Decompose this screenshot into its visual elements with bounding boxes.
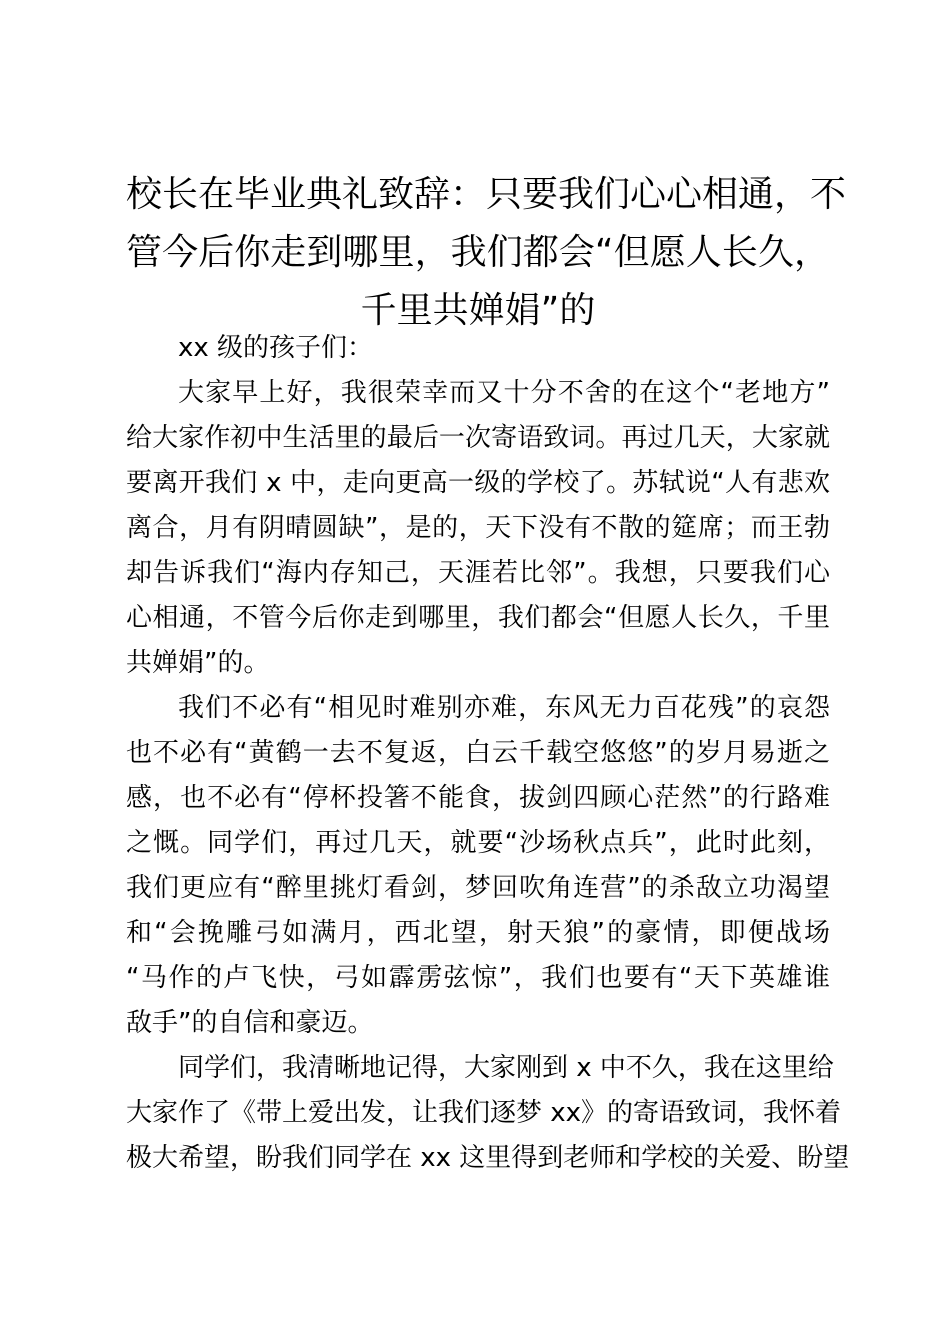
paragraph-line: 和“会挽雕弓如满月，西北望，射天狼”的豪情，即便战场 bbox=[126, 918, 830, 948]
paragraph-line: 大家作了《带上爱出发，让我们逐梦 xx》的寄语致词，我怀着 bbox=[126, 1098, 842, 1128]
salutation: xx 级的孩子们： bbox=[178, 333, 374, 363]
paragraph-line: 却告诉我们“海内存知己，天涯若比邻”。我想，只要我们心 bbox=[126, 558, 830, 588]
paragraph-line: 共婵娟”的。 bbox=[126, 648, 270, 678]
paragraph-line: 离合，月有阴晴圆缺”，是的，天下没有不散的筵席；而王勃 bbox=[126, 513, 830, 543]
paragraph-line: 我们更应有“醉里挑灯看剑，梦回吹角连营”的杀敌立功渴望 bbox=[126, 873, 830, 903]
paragraph-line: 之慨。同学们，再过几天，就要“沙场秋点兵”，此时此刻， bbox=[126, 828, 830, 858]
paragraph-1 bbox=[126, 371, 830, 686]
paragraph-line: 也不必有“黄鹤一去不复返，白云千载空悠悠”的岁月易逝之 bbox=[126, 738, 830, 768]
document-title bbox=[126, 166, 847, 340]
paragraph-line: 敌手”的自信和豪迈。 bbox=[126, 1008, 374, 1038]
paragraph-line: 我们不必有“相见时难别亦难，东风无力百花残”的哀怨 bbox=[178, 693, 830, 723]
paragraph-line: 给大家作初中生活里的最后一次寄语致词。再过几天，大家就 bbox=[126, 423, 830, 453]
paragraph-3 bbox=[126, 1046, 850, 1181]
paragraph-line: 极大希望，盼我们同学在 xx 这里得到老师和学校的关爱、盼望 bbox=[126, 1143, 850, 1173]
paragraph-line: 心相通，不管今后你走到哪里，我们都会“但愿人长久，千里 bbox=[126, 603, 830, 633]
title-line: 管今后你走到哪里，我们都会“但愿人长久， bbox=[126, 232, 830, 273]
paragraph-line: 大家早上好，我很荣幸而又十分不舍的在这个“老地方” bbox=[178, 378, 830, 408]
title-line: 千里共婵娟”的 bbox=[360, 290, 596, 331]
paragraph-line: 同学们，我清晰地记得，大家刚到 x 中不久，我在这里给 bbox=[178, 1053, 834, 1083]
title-line: 校长在毕业典礼致辞：只要我们心心相通，不 bbox=[126, 174, 847, 215]
paragraph-line: “马作的卢飞快，弓如霹雳弦惊”，我们也要有“天下英雄谁 bbox=[126, 963, 830, 993]
document-body bbox=[126, 326, 850, 1181]
paragraph-line: 要离开我们 x 中，走向更高一级的学校了。苏轼说“人有悲欢 bbox=[126, 468, 830, 498]
paragraph-line: 感，也不必有“停杯投箸不能食，拔剑四顾心茫然”的行路难 bbox=[126, 783, 830, 813]
paragraph-2 bbox=[126, 686, 830, 1046]
